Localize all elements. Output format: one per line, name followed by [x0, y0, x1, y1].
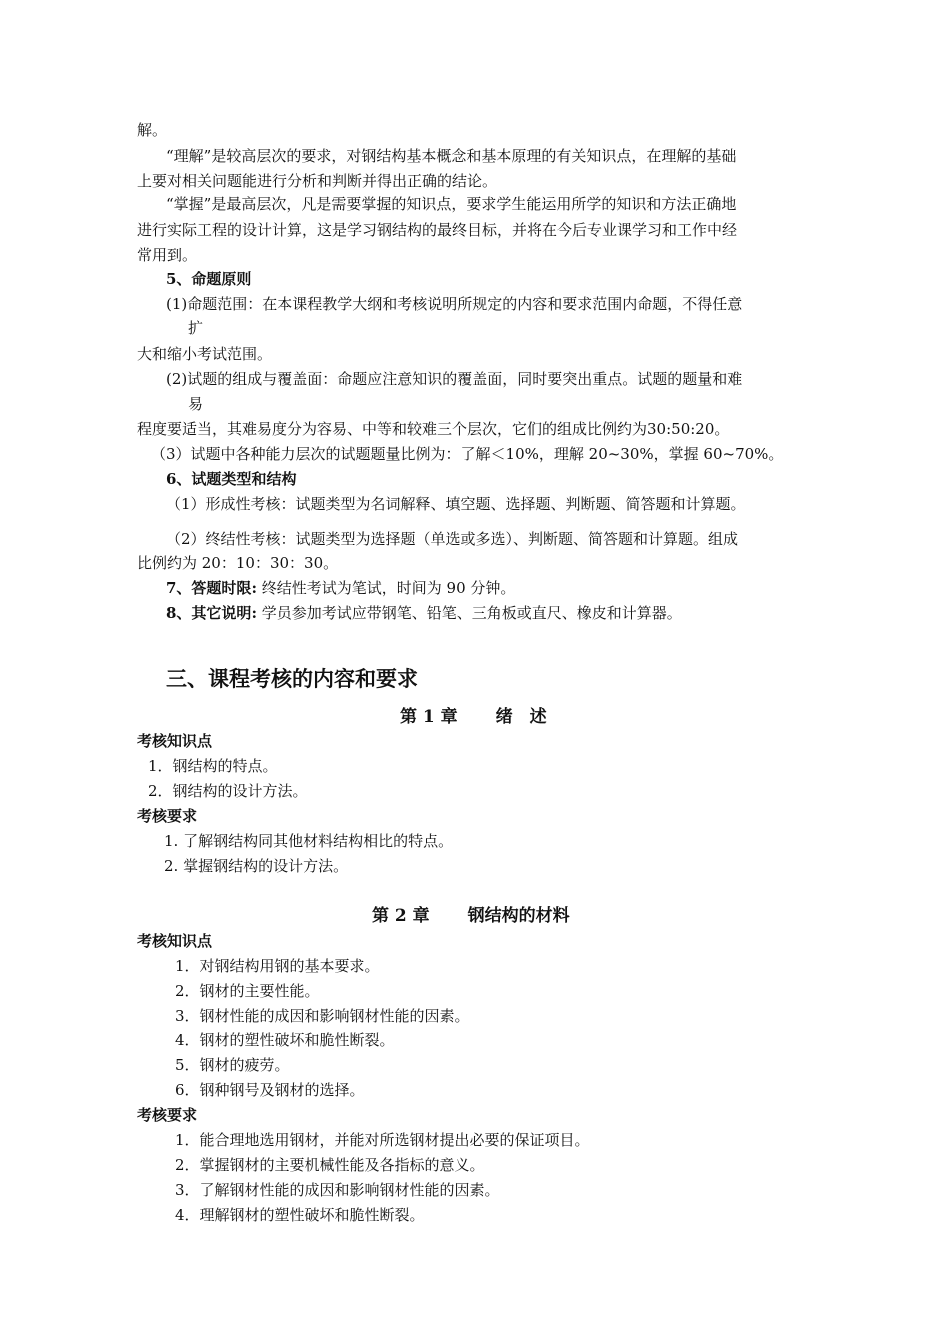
knowledge-points-heading: 考核知识点: [137, 732, 213, 750]
paragraph-line: 比例约为 20：10：30：30。: [137, 554, 339, 572]
list-item: 2. 掌握钢结构的设计方法。: [164, 857, 349, 875]
intro-line: “掌握”是最高层次，凡是需要掌握的知识点，要求学生能运用所学的知识和方法正确地: [166, 195, 737, 213]
list-item: 5．钢材的疲劳。: [175, 1056, 290, 1074]
intro-line: 进行实际工程的设计计算，这是学习钢结构的最终目标，并将在今后专业课学习和工作中经: [137, 221, 738, 239]
chapter-title: 绪 述: [495, 707, 547, 727]
section-heading-5: 5、命题原则: [166, 270, 252, 288]
paragraph-line: 程度要适当，其难易度分为容易、中等和较难三个层次，它们的组成比例约为30:50:20。: [137, 420, 730, 438]
paragraph-line: （2）终结性考核：试题类型为选择题（单选或多选）、判断题、简答题和计算题。组成: [166, 530, 739, 548]
intro-line: 解。: [137, 121, 168, 139]
intro-line: 常用到。: [137, 246, 198, 264]
paragraph-line: （1）形成性考核：试题类型为名词解释、填空题、选择题、判断题、简答题和计算题。: [166, 495, 746, 513]
chapter-number: 第 2 章: [372, 906, 430, 926]
chapter-2-heading: [372, 904, 570, 928]
paragraph-line: 易: [188, 395, 204, 413]
paragraph-line: 大和缩小考试范围。: [137, 345, 273, 363]
knowledge-points-heading: 考核知识点: [137, 932, 213, 950]
section-heading-6: 6、试题类型和结构: [166, 470, 297, 488]
section-heading-7: 7、答题时限:: [166, 579, 257, 597]
section-7-text: 终结性考试为笔试，时间为 90 分钟。: [261, 579, 516, 597]
paragraph-line: (1)命题范围：在本课程教学大纲和考核说明所规定的内容和要求范围内命题，不得任意: [166, 295, 743, 313]
list-item: 1. 了解钢结构同其他材料结构相比的特点。: [164, 832, 454, 850]
part-title: 三、课程考核的内容和要求: [166, 666, 418, 691]
intro-line: “理解”是较高层次的要求，对钢结构基本概念和基本原理的有关知识点，在理解的基础: [166, 147, 737, 165]
section-8-text: 学员参加考试应带钢笔、铅笔、三角板或直尺、橡皮和计算器。: [261, 604, 682, 622]
requirements-heading: 考核要求: [137, 807, 198, 825]
list-item: 1．能合理地选用钢材，并能对所选钢材提出必要的保证项目。: [175, 1131, 590, 1149]
paragraph-line: 扩: [188, 319, 204, 337]
list-item: 2．钢结构的设计方法。: [148, 782, 308, 800]
list-item: 2．钢材的主要性能。: [175, 982, 320, 1000]
chapter-title: 钢结构的材料: [467, 906, 570, 926]
section-heading-8: 8、其它说明:: [166, 604, 257, 622]
paragraph-line: （3）试题中各种能力层次的试题题量比例为：了解＜10%，理解 20~30%，掌握 60~70%。: [151, 445, 784, 463]
list-item: 1．对钢结构用钢的基本要求。: [175, 957, 380, 975]
section-8: [166, 603, 682, 623]
list-item: 4．钢材的塑性破坏和脆性断裂。: [175, 1031, 395, 1049]
list-item: 3．了解钢材性能的成因和影响钢材性能的因素。: [175, 1181, 500, 1199]
list-item: 2．掌握钢材的主要机械性能及各指标的意义。: [175, 1156, 485, 1174]
requirements-heading: 考核要求: [137, 1106, 198, 1124]
chapter-1-heading: [400, 705, 547, 729]
list-item: 4．理解钢材的塑性破坏和脆性断裂。: [175, 1206, 425, 1224]
paragraph-line: (2)试题的组成与覆盖面：命题应注意知识的覆盖面，同时要突出重点。试题的题量和难: [166, 370, 743, 388]
list-item: 6．钢种钢号及钢材的选择。: [175, 1081, 365, 1099]
list-item: 3．钢材性能的成因和影响钢材性能的因素。: [175, 1007, 470, 1025]
list-item: 1．钢结构的特点。: [148, 757, 278, 775]
chapter-number: 第 1 章: [400, 707, 458, 727]
section-7: [166, 578, 515, 598]
intro-line: 上要对相关问题能进行分析和判断并得出正确的结论。: [137, 172, 498, 190]
